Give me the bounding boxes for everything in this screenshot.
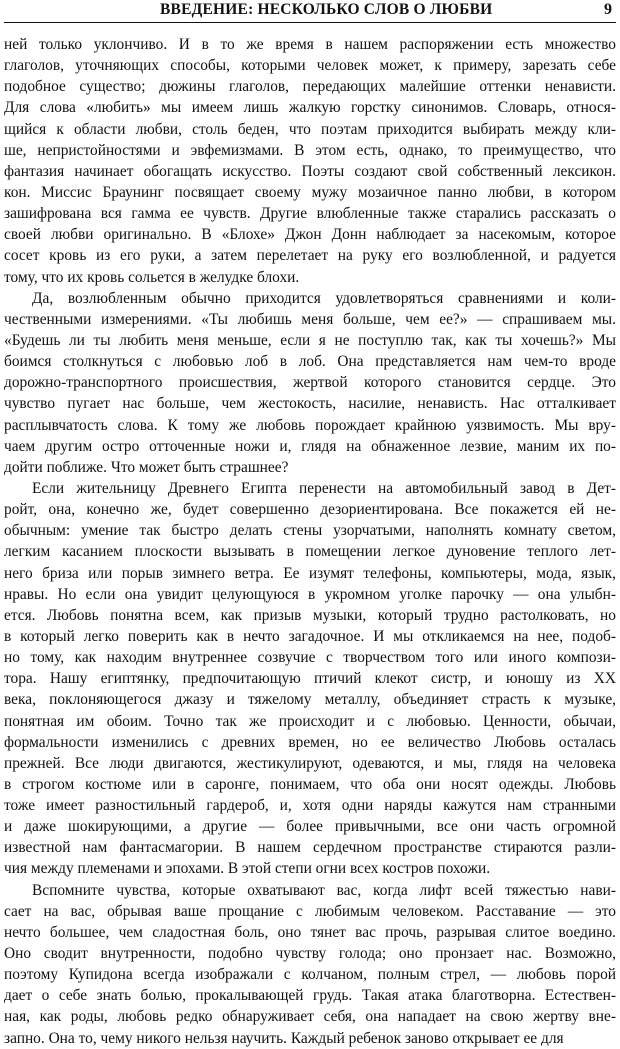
text-line: в строгом костюме или в саронге, понимаем, что оба они носят одежды. Любовь (4, 775, 616, 793)
paragraph (4, 880, 616, 1049)
text-line: ется. Любовь понятна всем, как призыв музыки, который трудно растолковать, но (4, 606, 616, 624)
text-line: обычным: умение так быстро делать стены узорчатыми, наполнять комнату светом, (4, 522, 616, 540)
text-line: ней только уклончиво. И в то же время в нашем распоряжении есть множество (4, 36, 616, 53)
text-line: сосет кровь из его руки, а затем перелетает на руку его возлюбленной, и радуется (4, 247, 616, 265)
text-line: глаголов, уточняющих способы, которыми человек может, к примеру, зарезать себе (4, 57, 616, 75)
text-line: сает на вас, обрывая ваше прощание с любимым человеком. Расставание — это (4, 902, 616, 920)
text-line: чувство пугает нас больше, чем жестокость, насилие, ненависть. Нас отталкивает (4, 395, 616, 413)
text-line: поэтому Купидона всегда изображали с колчаном, полным стрел, — любовь порой (4, 966, 616, 984)
text-line: боимся столкнуться с любовью лоб в лоб. Она представляется нам чем-то вроде (4, 353, 616, 371)
text-line: тому, что их кровь сольется в желудке блохи. (4, 268, 300, 286)
text-line: в который легко поверить как в нечто загадочное. И мы откликаемся на нее, подоб- (4, 627, 616, 645)
text-line: Для слова «любить» мы имеем лишь жалкую горстку синонимов. Словарь, относя- (4, 99, 616, 117)
text-line: века, поклоняющегося джазу и тяжелому металлу, объединяет страсть к музыке, (4, 691, 616, 709)
text-line: тоже имеет разностильный гардероб, и, хотя одни наряды кажутся нам странными (4, 797, 616, 815)
text-line: чия между племенами и эпохами. В этой степи огни всех костров похожи. (4, 860, 491, 878)
text-line: Оно сводит внутренности, подобно чувству голода; оно пронзает нас. Возможно, (4, 945, 616, 963)
text-line: чественными измерениями. «Ты любишь меня больше, чем ее?» — спрашиваем мы. (4, 310, 616, 328)
text-line: Если жительницу Древнего Египта перенести на автомобильный завод в Дет- (32, 479, 616, 497)
text-line: своей любви оригинально. В «Блохе» Джон Донн наблюдает за насекомым, которое (4, 226, 616, 244)
text-line: расплывчатость слова. К тому же любовь порождает крайнюю уязвимость. Мы вру- (4, 416, 616, 434)
text-line: но тому, как находим внутреннее созвучие с творчеством того или иного компози- (4, 649, 616, 667)
text-line: подобное существо; дюжины глаголов, передающих малейшие оттенки ненависти. (4, 78, 616, 96)
page-header (0, 1, 620, 21)
text-line: известной нам фантасмагории. В нашем сердечном пространстве стираются разли- (4, 839, 616, 857)
text-line: формальности изменились с древних времен, но ее величество Любовь осталась (4, 733, 616, 751)
text-line: ройт, она, конечно же, будет совершенно дезориентирована. Все покажется ей не- (4, 501, 616, 519)
text-line: щийся к области любви, столь беден, что поэтам приходится выбирать между кли- (4, 120, 616, 138)
paragraph (4, 288, 616, 478)
text-line: легким касанием плоскости вызывать в помещении легкое дуновение теплого лет- (4, 543, 616, 561)
text-line: дойти поближе. Что может быть страшнее? (4, 458, 289, 476)
page-number: 9 (604, 1, 612, 18)
text-line: Да, возлюбленным обычно приходится удовлетворяться сравнениями и коли- (32, 289, 616, 307)
text-line: запно. Она то, чему никого нельзя научить. Каждый ребенок заново открывает ее для (4, 1029, 564, 1047)
text-line: фантазия начинает обогащать искусство. Поэты создают свой собственный лексикон. (4, 162, 616, 180)
paragraph (4, 478, 616, 880)
text-line: и даже шокирующими, а другие — более привычными, все они часть огромной (4, 818, 616, 836)
running-head: ВВЕДЕНИЕ: НЕСКОЛЬКО СЛОВ О ЛЮБВИ (160, 1, 493, 18)
text-line: прежней. Все люди двигаются, жестикулируют, одеваются, и мы, глядя на человека (4, 754, 616, 772)
text-line: зашифрована вся гамма ее чувств. Другие влюбленные также старались рассказать о (4, 205, 616, 223)
text-line: дорожно-транспортного происшествия, жертвой которого становится сердце. Это (4, 374, 616, 392)
text-line: чаем другим остро отточенные ножи и, глядя на обнаженное лезвие, маним их по- (4, 437, 616, 455)
text-line: нечто большее, чем сладостная боль, оно тянет вас прочь, разрывая слитое воедино. (4, 923, 616, 941)
paragraph (4, 34, 616, 288)
text-line: нравы. Но если она увидит целующуюся в укромном уголке парочку — она улыбн- (4, 585, 616, 603)
text-line: тора. Нашу египтянку, предпочитающую птичий клекот систр, и юношу из XX (4, 670, 616, 688)
text-line: него бриза или порыв зимнего ветра. Ее изумят телефоны, компьютеры, мода, язык, (4, 564, 616, 582)
body-text (4, 34, 616, 1049)
text-line: понятная им обоим. Точно так же происходит и с любовью. Ценности, обычаи, (4, 712, 616, 730)
text-line: кон. Миссис Браунинг посвящает своему мужу мозаичное панно любви, в котором (4, 183, 616, 201)
header-rule (4, 22, 616, 23)
text-line: ше, непристойностями и эвфемизмами. В этом есть, однако, то преимущество, что (4, 141, 616, 159)
text-line: дает о себе знать болью, прокалывающей грудь. Такая атака благотворна. Естествен- (4, 987, 616, 1005)
text-line: «Будешь ли ты любить меня меньше, если я не поступлю так, как ты хочешь?» Мы (4, 331, 616, 349)
text-line: Вспомните чувства, которые охватывают вас, когда лифт всей тяжестью нави- (32, 881, 616, 899)
text-line: ная, как роды, любовь редко обнаруживает себя, она нападает на свою жертву вне- (4, 1008, 616, 1026)
